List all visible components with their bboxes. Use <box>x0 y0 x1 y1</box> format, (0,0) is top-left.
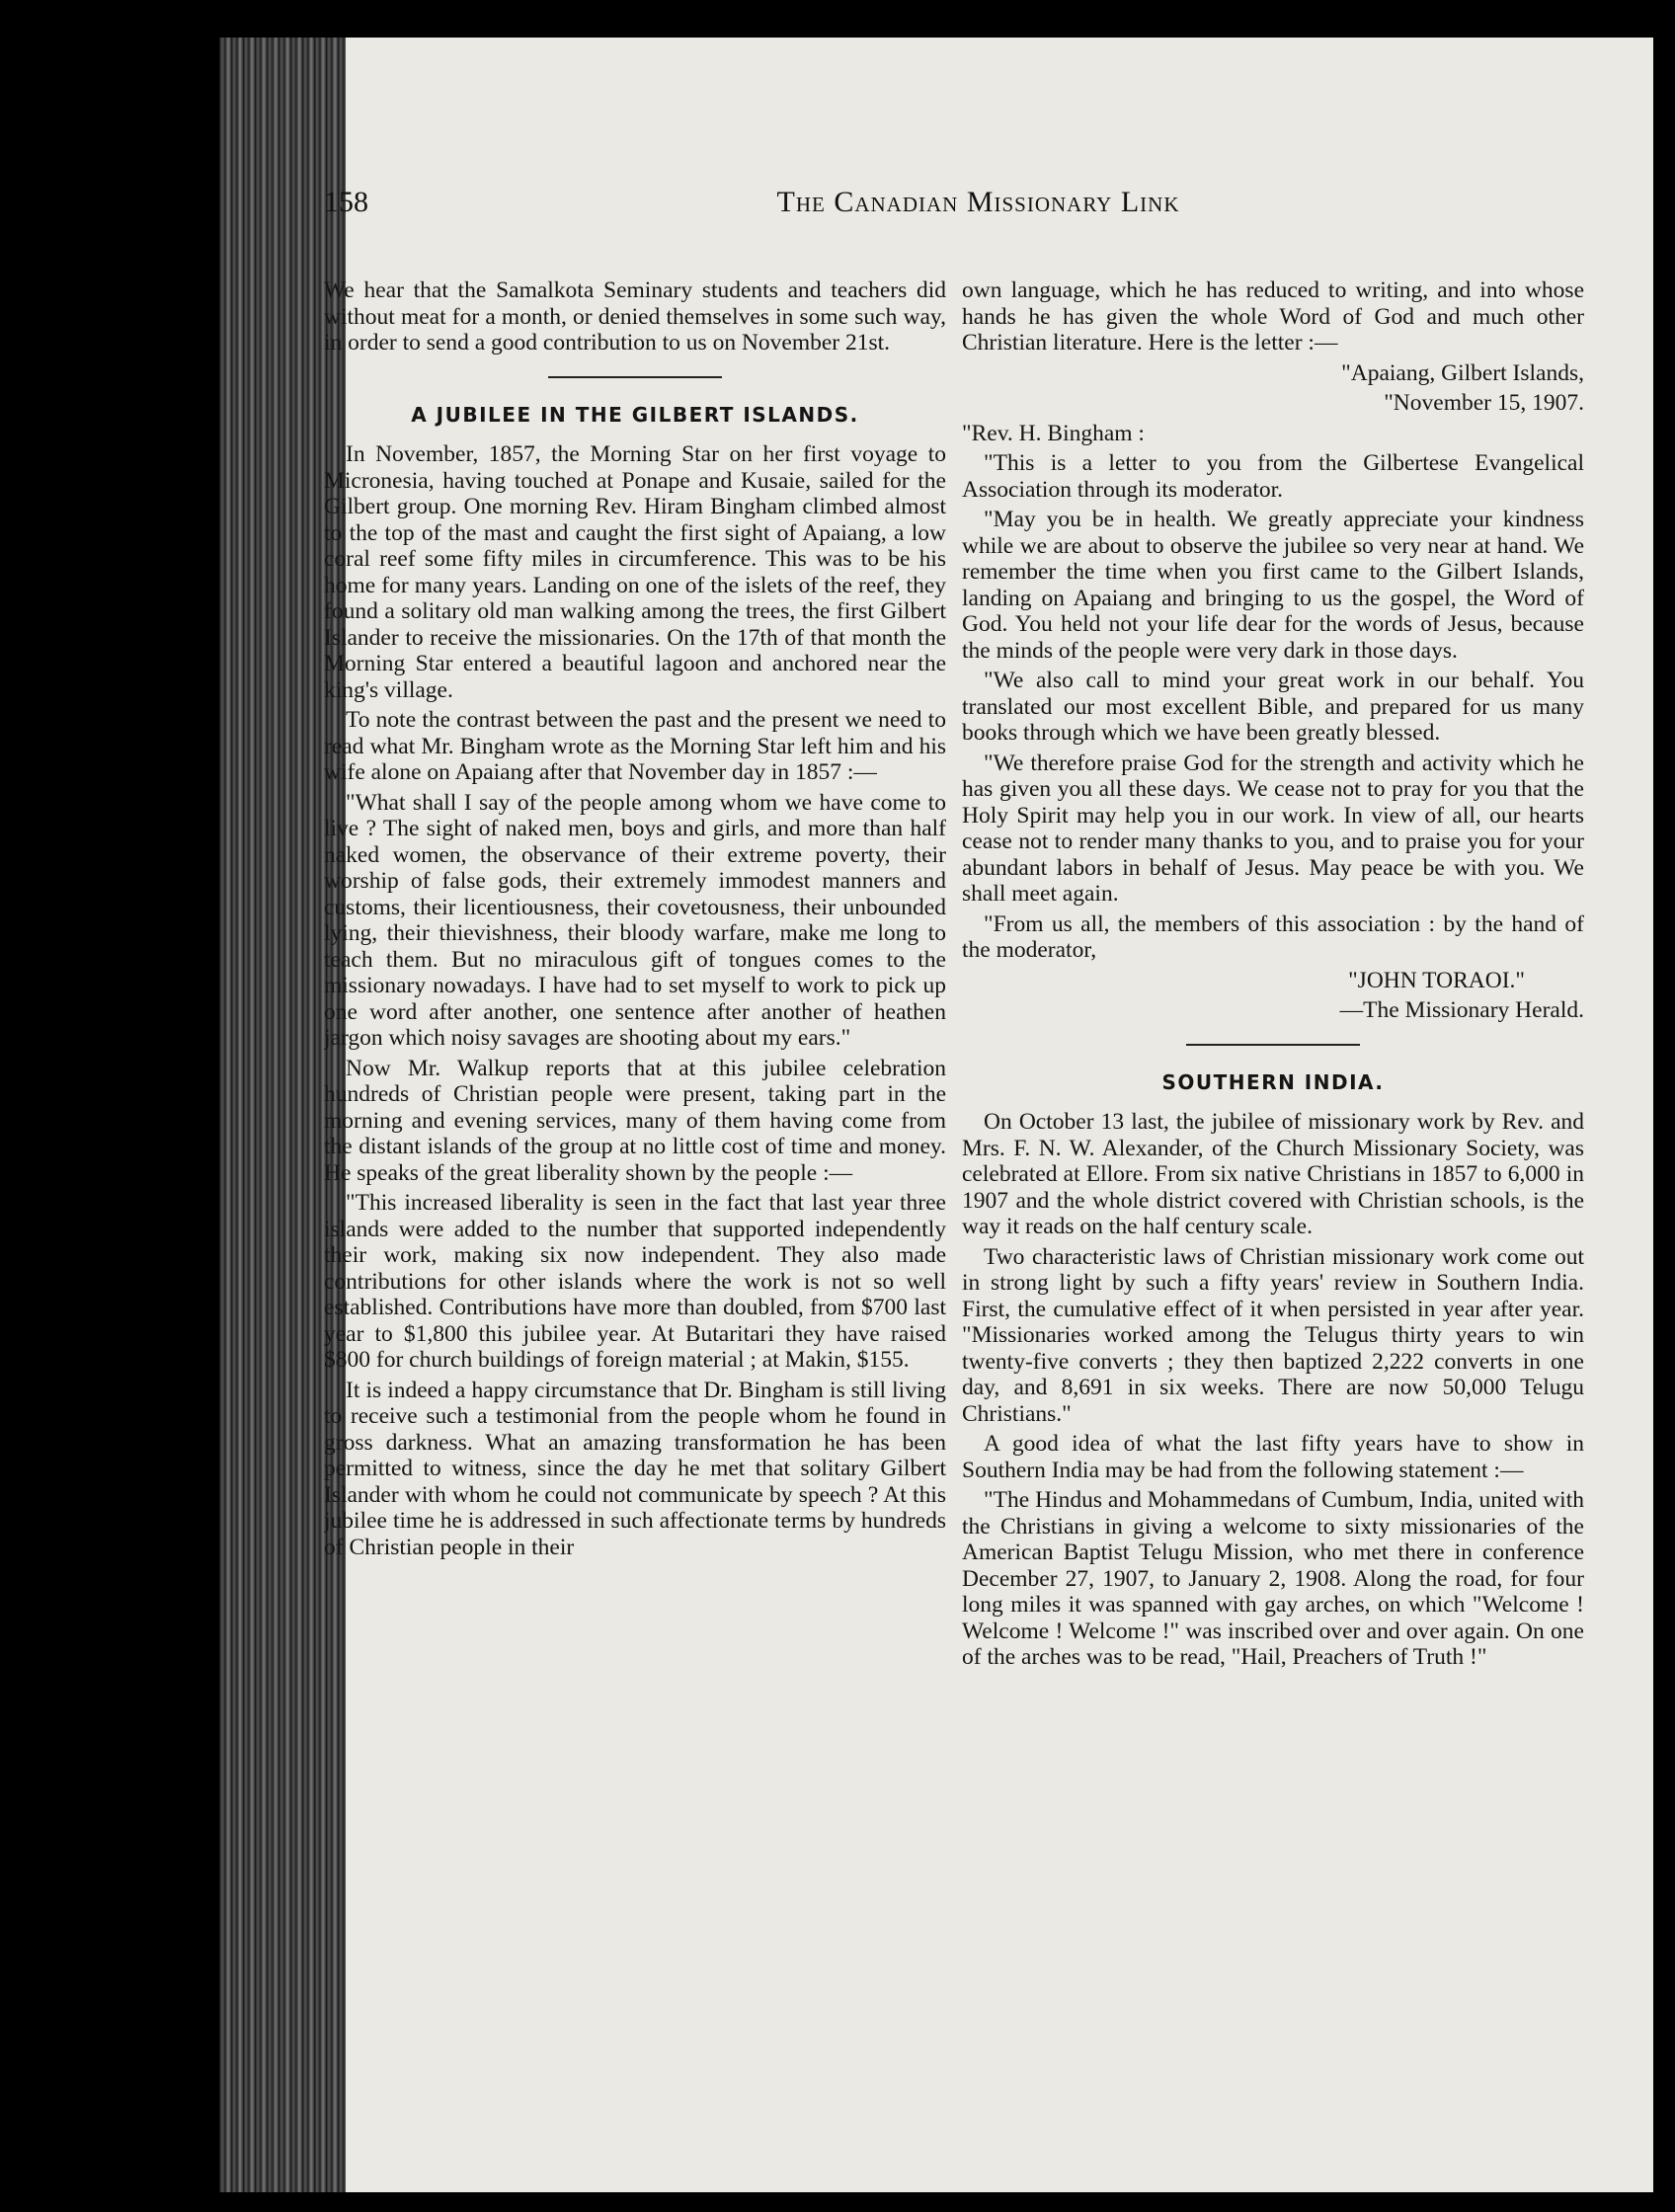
letter-salutation: "Rev. H. Bingham : <box>962 420 1145 446</box>
continuation-paragraph: own language, which he has reduced to writing, and into whose hands he has given the whole Word of God and much other Christian literature. Here is the letter :— <box>962 277 1584 356</box>
paragraph: Two characteristic laws of Christian missionary work come out in strong light by such a fifty years' review in Southern India. First, the cumulative effect of it when persisted in year after year. "Missionaries worked among the Telugus thirty years to win twenty-five converts ; they then baptized 2,222 converts in one day, and 8,691 in six weeks. There are now 50,000 Telugu Christians." <box>962 1243 1584 1427</box>
paragraph: A good idea of what the last fifty years have to show in Southern India may be had from the following statement :— <box>962 1431 1584 1483</box>
letter-date: "November 15, 1907. <box>1384 390 1584 416</box>
letter-paragraph: "This is a letter to you from the Gilbertese Evangelical Association through its moderator. <box>962 450 1584 503</box>
left-column <box>324 277 946 2124</box>
article-heading-gilbert-islands: A JUBILEE IN THE GILBERT ISLANDS. <box>411 402 859 427</box>
letter-paragraph: "We also call to mind your great work in our behalf. You translated our most excellent Bible, and prepared for us many books through which we have been greatly blessed. <box>962 668 1584 746</box>
letter-place: "Apaiang, Gilbert Islands, <box>1341 359 1584 386</box>
right-column <box>962 277 1584 2124</box>
journal-title: The Canadian Missionary Link <box>776 186 1180 218</box>
page-number: 158 <box>324 186 368 218</box>
article-heading-southern-india: SOUTHERN INDIA. <box>1161 1069 1385 1094</box>
letter-paragraph: "We therefore praise God for the strength and activity which he has given you all these days. We cease not to pray for you that the Holy Spirit may help you in our work. In view of all, our hearts cease not to render many thanks to you, and to praise you for your abundant labors in behalf of Jesus. May peace be with you. We shall meet again. <box>962 750 1584 907</box>
section-divider <box>548 376 722 378</box>
scanned-page <box>219 38 1653 2192</box>
paragraph: To note the contrast between the past and the present we need to read what Mr. Bingham wrote as the Morning Star left him and his wife alone on Apaiang after that November day in 1857 :— <box>324 707 946 785</box>
paragraph: In November, 1857, the Morning Star on her first voyage to Micronesia, having touched at Ponape and Kusaie, sailed for the Gilbert group. One morning Rev. Hiram Bingham climbed almost to the top of the mast and caught the first sight of Apaiang, a low coral reef some fifty miles in circumference. This was to be his home for many years. Landing on one of the islets of the reef, they found a solitary old man walking among the trees, the first Gilbert Islander to receive the missionaries. On the 17th of that month the Morning Star entered a beautiful lagoon and anchored near the king's village. <box>324 441 946 703</box>
article-source: —The Missionary Herald. <box>1339 997 1584 1023</box>
paragraph: It is indeed a happy circumstance that Dr. Bingham is still living to receive such a testimonial from the people whom he found in gross darkness. What an amazing transformation he has been permitted to witness, since the day he met that solitary Gilbert Islander with whom he could not communicate by speech ? At this jubilee time he is addressed in such affectionate terms by hundreds of Christian people in their <box>324 1377 946 1560</box>
quotation-paragraph: "This increased liberality is seen in the fact that last year three islands were added to the number that supported independently their work, making six now independent. They also made contributions for other islands where the work is not so well established. Contributions have more than doubled, from $700 last year to $1,800 this jubilee year. At Butaritari they have raised $800 for church buildings of foreign material ; at Makin, $155. <box>324 1190 946 1373</box>
letter-paragraph: "May you be in health. We greatly appreciate your kindness while we are about to observe the jubilee so very near at hand. We remember the time when you first came to the Gilbert Islands, landing on Apaiang and bringing to us the gospel, the Word of God. You held not your life dear for the words of Jesus, because the minds of the people were very dark in those days. <box>962 507 1584 664</box>
paragraph: Now Mr. Walkup reports that at this jubilee celebration hundreds of Christian people were present, taking part in the morning and evening services, many of them having come from the distant islands of the group at no little cost of time and money. He speaks of the great liberality shown by the people :— <box>324 1055 946 1186</box>
intro-paragraph: We hear that the Samalkota Seminary students and teachers did without meat for a month, or denied themselves in some such way, in order to send a good contribution to us on November 21st. <box>324 277 946 356</box>
section-divider <box>1186 1044 1360 1046</box>
letter-paragraph: "From us all, the members of this association : by the hand of the moderator, <box>962 910 1584 963</box>
quotation-paragraph: "The Hindus and Mohammedans of Cumbum, India, united with the Christians in giving a welcome to sixty missionaries of the American Baptist Telugu Mission, who met there in conference December 27, 1907, to January 2, 1908. Along the road, for four long miles it was spanned with gay arches, on which "Welcome ! Welcome ! Welcome !" was inscribed over and over again. On one of the arches was to be read, "Hail, Preachers of Truth !" <box>962 1487 1584 1670</box>
quotation-paragraph: "What shall I say of the people among whom we have come to live ? The sight of naked men, boys and girls, and more than half naked women, the observance of their extreme poverty, their worship of false gods, their extremely immodest manners and customs, their licentiousness, their covetousness, their unbounded lying, their thievishness, their bloody warfare, make me long to teach them. But no miraculous gift of tongues comes to the missionary nowadays. I have had to set myself to work to pick up one word after another, one sentence after another of heathen jargon which noisy savages are shooting about my ears." <box>324 789 946 1051</box>
running-head <box>324 186 1633 225</box>
paragraph: On October 13 last, the jubilee of missionary work by Rev. and Mrs. F. N. W. Alexander, of the Church Missionary Society, was celebrated at Ellore. From six native Christians in 1857 to 6,000 in 1907 and the whole district covered with Christian schools, is the way it reads on the half century scale. <box>962 1109 1584 1239</box>
letter-signature: "JOHN TORAOI." <box>1348 967 1525 993</box>
